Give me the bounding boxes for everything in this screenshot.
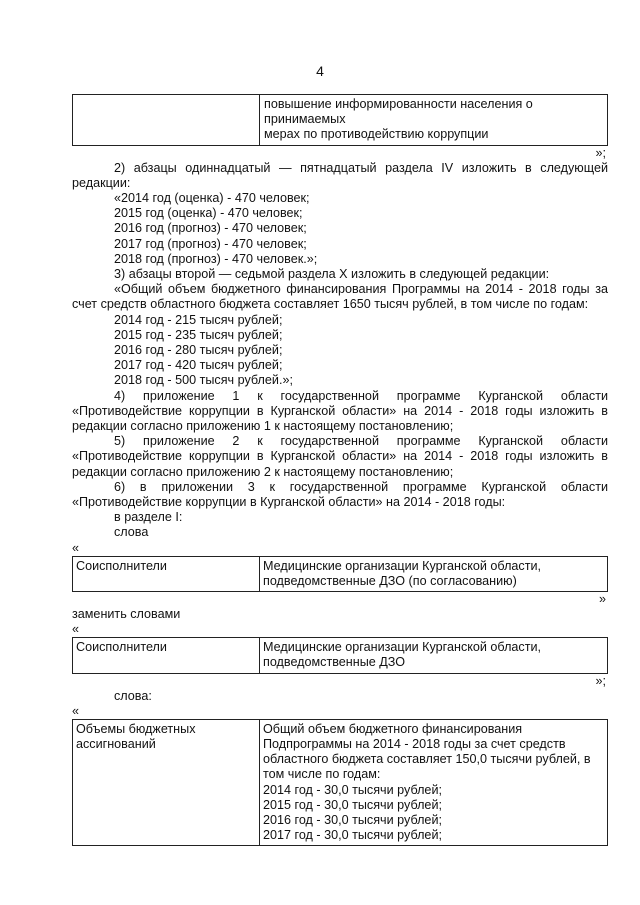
item-2-line-2: редакции:: [72, 175, 131, 190]
words-label-2: слова:: [114, 688, 152, 703]
top-table: [72, 94, 608, 146]
top-table-left-cell: [73, 95, 260, 146]
close-quote: »: [598, 592, 606, 607]
item-3: [72, 267, 608, 389]
item-3-quote-line-2: счет средств областного бюджета составляет 1650 тысяч рублей, в том числе по годам:: [72, 297, 589, 312]
item-2: [72, 161, 608, 267]
open-quote: «: [72, 540, 80, 555]
item-4: 4) приложение 1 к государственной программе Курганской области «Противодействие коррупции в Курганской области» на 2014 - 2018 годы изложить в редакции согласно приложению 1 к настоящему постановлению;: [72, 388, 608, 434]
table-co-executors-new: [72, 637, 608, 673]
close-quote: »;: [595, 145, 606, 160]
words-label: слова: [114, 525, 149, 540]
replace-label: заменить словами: [72, 607, 181, 622]
item-3-quote-line-1: «Общий объем бюджетного финансирования Программы на 2014 - 2018 годы за: [114, 282, 608, 297]
item-5: 5) приложение 2 к государственной программе Курганской области «Противодействие коррупции в Курганской области» на 2014 - 2018 годы изложить в редакции согласно приложению 2 к настоящему постановлению;: [72, 434, 608, 479]
close-quote: »;: [595, 673, 606, 688]
table-a-right-cell: Медицинские организации Курганской области, подведомственные ДЗО (по согласованию): [260, 556, 608, 591]
item-6: 6) в приложении 3 к государственной программе Курганской области «Противодействие коррупции в Курганской области» на 2014 - 2018 годы:: [72, 479, 608, 510]
table-b-right-cell: Медицинские организации Курганской области, подведомственные ДЗО: [260, 638, 608, 673]
page-number: 4: [316, 63, 324, 79]
document-body: [72, 94, 608, 846]
open-quote: «: [72, 622, 80, 637]
table-c-left-cell: Объемы бюджетных ассигнований: [73, 719, 260, 846]
item-3-lines: 2014 год - 215 тысяч рублей; 2015 год - 235 тысяч рублей; 2016 год - 280 тысяч рублей; 2017 год - 420 тысяч рублей; 2018 год - 500 тысяч рублей.»;: [114, 312, 293, 388]
item-2-lines: «2014 год (оценка) - 470 человек; 2015 год (оценка) - 470 человек; 2016 год (прогноз) - 470 человек; 2017 год (прогноз) - 470 человек; 2018 год (прогноз) - 470 человек.»;: [114, 191, 318, 266]
table-co-executors-old: [72, 556, 608, 592]
item-3-text: 3) абзацы второй — седьмой раздела X изложить в следующей редакции:: [114, 267, 550, 282]
item-2-line-1: 2) абзацы одиннадцатый — пятнадцатый раздела IV изложить в следующей: [114, 160, 608, 175]
table-b-left-cell: Соисполнители: [73, 638, 260, 673]
open-quote: «: [72, 703, 80, 718]
table-budget-allocations: [72, 719, 608, 847]
table-a-left-cell: Соисполнители: [73, 556, 260, 591]
section-label: в разделе I:: [114, 510, 183, 525]
table-c-right-cell: Общий объем бюджетного финансирования Подпрограммы на 2014 - 2018 годы за счет средств областного бюджета составляет 150,0 тысячи рублей, в том числе по годам: 2014 год - 30,0 тысячи рублей; 2015 год - 30,0 тысячи рублей; 2016 год - 30,0 тысячи рублей; 2017 год - 30,0 тысячи рублей;: [260, 719, 608, 846]
top-table-right-cell: повышение информированности населения о принимаемых мерах по противодействию коррупции: [260, 95, 608, 146]
